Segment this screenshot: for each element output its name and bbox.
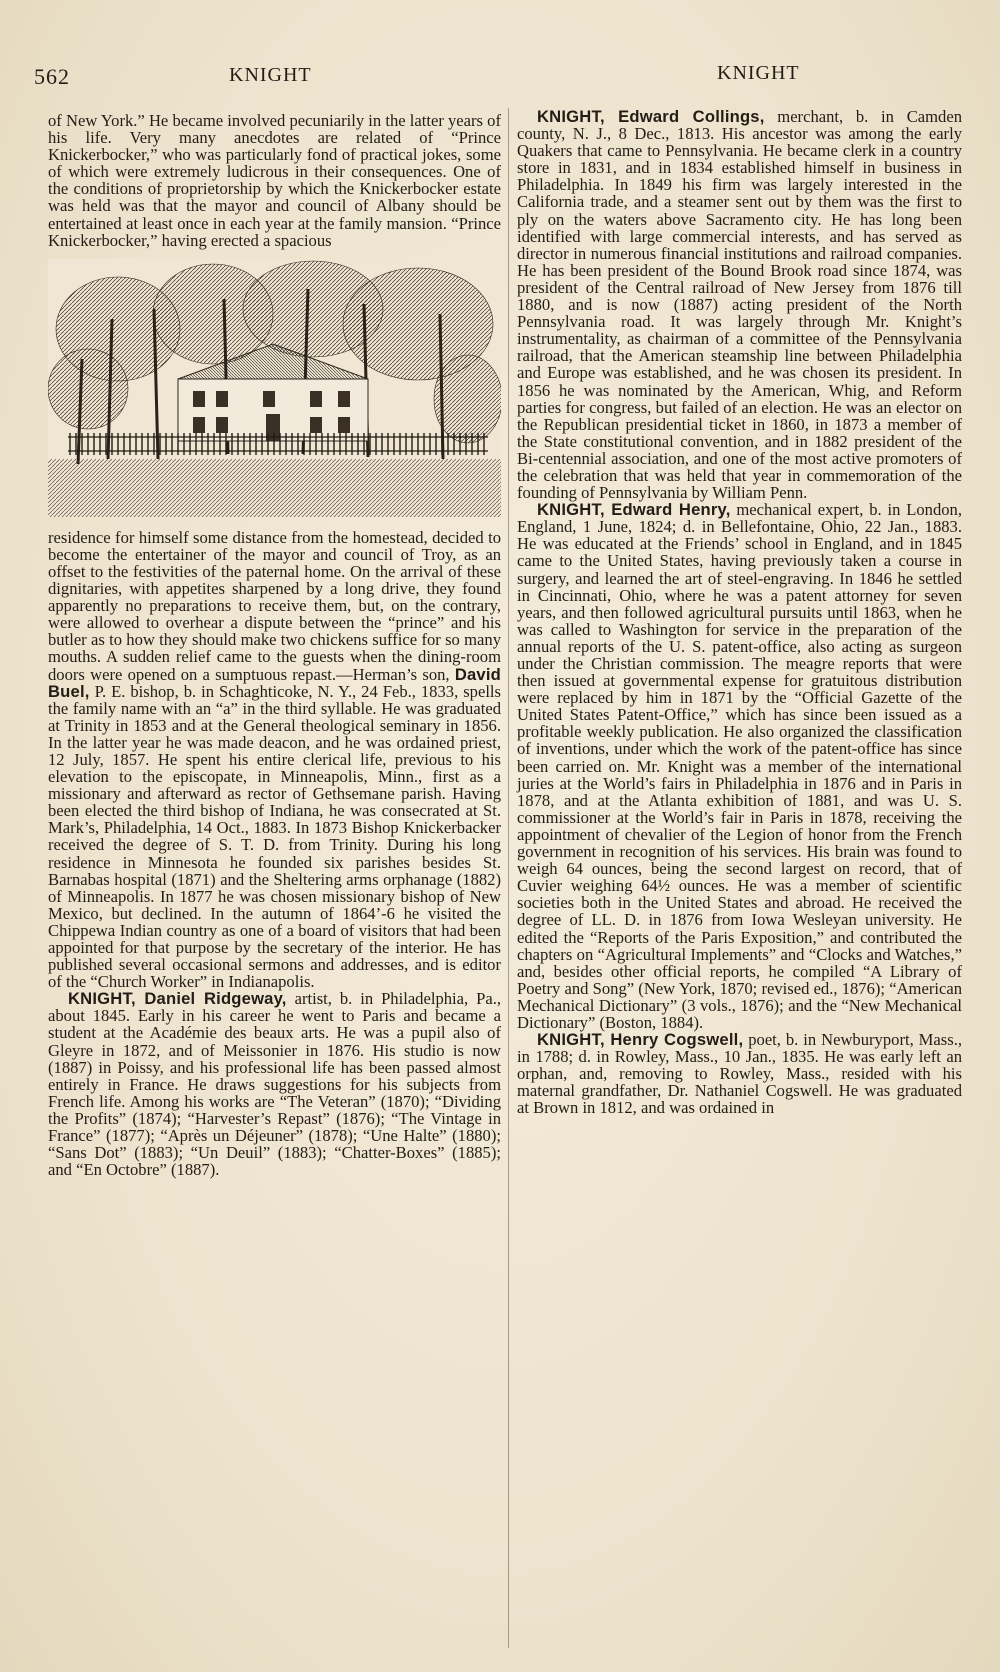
residence-text: residence for himself some distance from the homestead, decided to become the entertainer of the mayor and council of Troy, as an offset to the festivities of the paternal home. On the arrival of these dignitaries, with appetites sharpened by a long drive, they found apparently no preparations to receive them, but, on the contrary, were allowed to overhear a dispute between the “prince” and his butler as to how they should make two chickens suffice for so many mouths. A sudden relief came to the guests when the dining-room doors were opened on a sumptuous repast.—Herman’s son, (48, 527, 501, 684)
buel-entry-name: David Buel, (48, 664, 501, 701)
edward-henry-entry-text: mechanical expert, b. in London, England, 1 June, 1824; d. in Bellefontaine, Ohio, 22 Jan., 1883. He was educated at the Friends’ school in England, and in 1845 came to the United States, having previously taken a course in surgery, and learned the art of steel-engraving. In 1846 he settled in Cincinnati, Ohio, where he was a patent attorney for seven years, and then followed agricultural pursuits until 1863, when he was called to Washington for service in the preparation of the annual reports of the U. S. patent-office, also acting as surgeon under the Christian commission. The meagre reports that were then issued at governmental expense for gratuitous distribution were replaced by him in 1871 by the “Official Gazette of the United States Patent-Office,” which has since been issued as a profitable weekly publication. He also organized the classification of inventions, under which the work of the patent-office has since been carried on. Mr. Knight was a member of the international juries at the World’s fairs in Philadelphia in 1876 and in Paris in 1878, and at the Atlanta exhibition of 1881, and was U. S. commissioner at the World’s fair in Paris in 1878, receiving the appointment of chevalier of the Legion of honor from the French government in recognition of his services. His brain was found to weigh 64 ounces, being the second largest on record, that of Cuvier weighing 64½ ounces. He was a member of scientific societies both in the United States and abroad. He received the degree of LL. D. in 1876 from Iowa Wesleyan university. He edited the “Reports of the Paris Exposition,” and contributed the chapters on “Agricultural Implements” and “Clocks and Watches,” and, besides other official reports, he compiled “A Library of Poetry and Song” (New York, 1870; revised ed., 1876); “American Mechanical Dictionary” (3 vols., 1876); and the “New Mechanical Dictionary” (Boston, 1884). (517, 500, 962, 1032)
edward-collings-entry-text: merchant, b. in Camden county, N. J., 8 Dec., 1813. His ancestor was among the early Quakers that came to Pennsylvania. He became clerk in a country store in 1831, and in 1834 established himself in business in Philadelphia. In 1849 his firm was largely interested in the California trade, and a steamer sent out by them was the first to ply on the waters above Sacramento city. He has long been identified with large commercial interests, and has served as director in numerous financial institutions and railroad companies. He has been president of the Bound Brook road since 1874, was president of the Central railroad of New Jersey from 1876 till 1880, and is now (1887) acting president of the North Pennsylvania road. It was largely through Mr. Knight’s instrumentality, as chairman of a committee of the Pennsylvania railroad, that the American steamship line between Philadelphia and Europe was established, and he was chosen its president. In 1856 he was nominated by the American, Whig, and Reform parties for congress, but failed of an election. He was an elector on the Republican presidential ticket in 1860, in 1873 a member of the State constitutional convention, and in 1882 president of the Bi-centennial association, and one of the most active promoters of the celebration that was held that year in commemoration of the founding of Pennsylvania by William Penn. (517, 107, 962, 503)
buel-entry-text: P. E. bishop, b. in Schaghticoke, N. Y., 24 Feb., 1833, spells the family name with an “a” in the third syllable. He was graduated at Trinity in 1853 and at the General theological seminary in 1856. In the latter year he was made deacon, and he was ordained priest, 12 July, 1857. He spent his entire clerical life, previous to his elevation to the episcopate, in Minneapolis, Minn., first as a missionary and afterward as rector of Gethsemane parish. Having been elected the third bishop of Indiana, he was consecrated at St. Mark’s, Philadelphia, 14 Oct., 1883. In 1873 Bishop Knickerbacker received the degree of S. T. D. from Trinity. During his long residence in Minnesota he founded six parishes besides St. Barnabas hospital (1871) and the Sheltering arms orphanage (1882) of Minneapolis. In 1877 he was chosen missionary bishop of New Mexico, but declined. In the autumn of 1864’-6 he visited the Chippewa Indian country as one of a board of visitors that had been appointed for that purpose by the secretary of the interior. He has published several occasional sermons and addresses, and is editor of the “Church Worker” in Indianapolis. (48, 681, 501, 992)
running-head-left: KNIGHT (229, 64, 312, 86)
daniel-entry-name: KNIGHT, Daniel Ridgeway, (68, 989, 287, 1009)
running-head-right: KNIGHT (717, 62, 800, 84)
right-column (517, 108, 962, 1117)
henry-cogswell-knight-entry (517, 1031, 962, 1116)
engraving-house-icon (48, 259, 501, 517)
page-number: 562 (34, 64, 70, 89)
column-divider (508, 108, 509, 1648)
edward-henry-knight-entry (517, 501, 962, 1031)
knickerbocker-continued-paragraph: of New York.” He became involved pecuniarily in the latter years of his life. Very many anecdotes are related of “Prince Knickerbocker,” who was particularly fond of practical jokes, some of which were extremely ludicrous in their consequences. One of the conditions of proprietorship by which the Knickerbocker estate was held was that the mayor and council of Albany should be entertained at least once in each year at the family mansion. “Prince Knickerbocker,” having erected a spacious (48, 111, 501, 250)
edward-collings-knight-entry (517, 108, 962, 501)
knickerbocker-residence-paragraph (48, 529, 501, 991)
edward-collings-entry-name: KNIGHT, Edward Collings, (537, 107, 765, 126)
henry-cogswell-entry-name: KNIGHT, Henry Cogswell, (537, 1030, 744, 1050)
henry-cogswell-entry-text: poet, b. in Newburyport, Mass., in 1788; d. in Rowley, Mass., 10 Jan., 1835. He was early left an orphan, and, removing to Rowley, Mass., resided with his maternal grandfather, Dr. Nathaniel Cogswell. He was graduated at Brown in 1812, and was ordained in (517, 1030, 963, 1118)
left-column (48, 112, 501, 1178)
page-header (34, 60, 800, 90)
edward-henry-entry-name: KNIGHT, Edward Henry, (537, 500, 731, 520)
daniel-knight-entry (48, 990, 501, 1178)
daniel-entry-text: artist, b. in Philadelphia, Pa., about 1845. Early in his career he went to Paris and became a student at the Académie des beaux arts. He was a pupil also of Gleyre in 1872, and of Meissonier in 1876. His studio is now (1887) in Poissy, and his professional life has been passed almost entirely in France. He draws suggestions for his subjects from French life. Among his works are “The Veteran” (1870); “Dividing the Profits” (1874); “Harvester’s Repast” (1876); “The Vintage in France” (1877); “Après un Déjeuner” (1878); “Une Halte” (1880); “Sans Dot” (1883); “Un Deuil” (1883); “Chatter-Boxes” (1885); and “En Octobre” (1887). (48, 989, 502, 1180)
